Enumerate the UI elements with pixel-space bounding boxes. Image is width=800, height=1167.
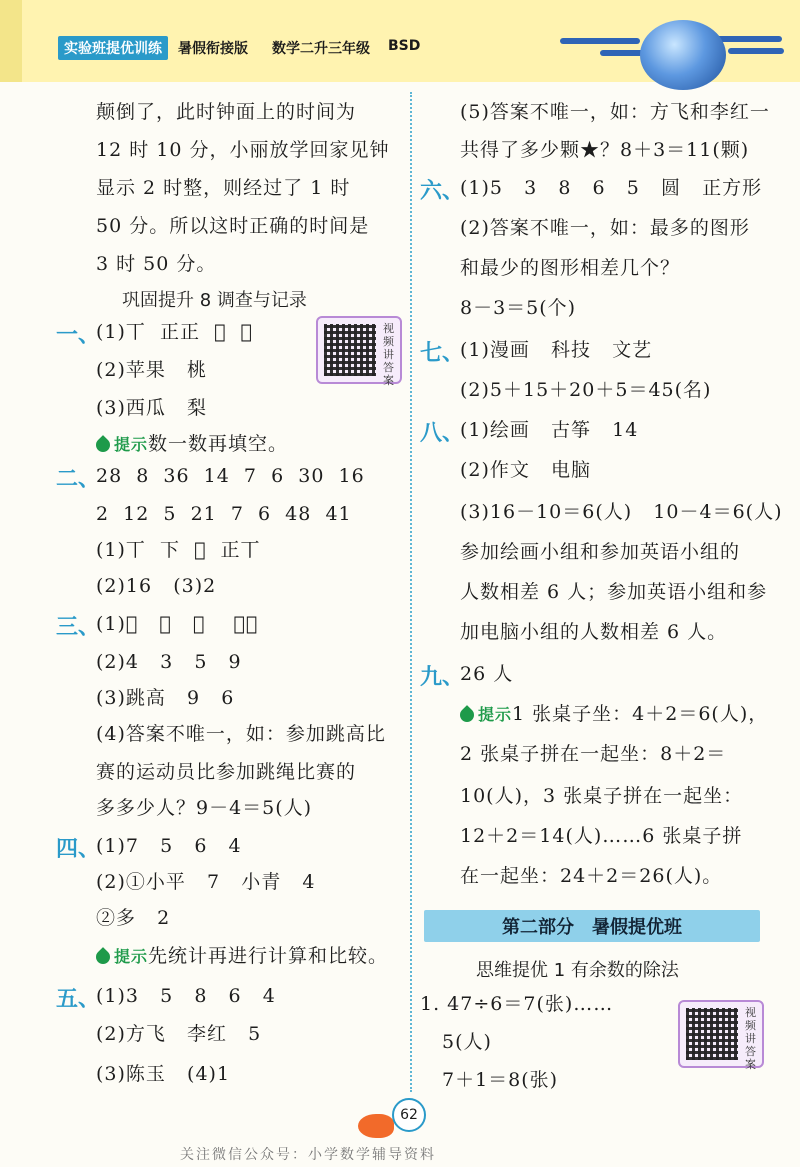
banner-title: 暑假提优班 bbox=[592, 917, 682, 938]
intro-line: 显示 2 时整，则经过了 1 时 bbox=[96, 177, 351, 199]
tip-line bbox=[460, 702, 768, 727]
video-qr-code[interactable] bbox=[678, 1000, 764, 1071]
answer-line: (1)𠄠 下 正 正𠄠 bbox=[96, 613, 259, 635]
tip-label: 提示 bbox=[114, 435, 149, 454]
answer-line: (1)丅 下 𠄠 正丅 bbox=[96, 539, 261, 561]
submarine-icon bbox=[358, 1114, 394, 1138]
question-number: 五、 bbox=[56, 987, 101, 1012]
footer-text: 关注微信公众号：小学数学辅导资料 bbox=[180, 1147, 436, 1163]
answer-line: (2)答案不唯一，如：最多的图形 bbox=[460, 217, 750, 239]
answer-line: 8－3＝5(个) bbox=[460, 297, 577, 319]
page-header bbox=[0, 0, 800, 82]
answer-line: (4)答案不唯一，如：参加跳高比 bbox=[96, 723, 386, 745]
edition-label: 暑假衔接版 bbox=[178, 41, 248, 57]
answer-line: (3)跳高 9 6 bbox=[96, 687, 235, 709]
qr-code-icon bbox=[686, 1008, 738, 1060]
answer-line: 7＋1＝8(张) bbox=[442, 1069, 559, 1091]
section-title-right: 思维提优 1 有余数的除法 bbox=[476, 960, 679, 981]
tip-text: 1 张桌子坐：4＋2＝6(人)， bbox=[512, 703, 769, 725]
part-banner bbox=[424, 910, 760, 942]
tip-text: 2 张桌子拼在一起坐：8＋2＝ bbox=[460, 743, 727, 765]
answer-line: 和最少的图形相差几个？ bbox=[460, 257, 681, 279]
video-qr-code[interactable] bbox=[316, 316, 402, 387]
page-number: 62 bbox=[392, 1098, 426, 1132]
answer-line: (2)①小平 7 小青 4 bbox=[96, 871, 316, 893]
banner-part: 第二部分 bbox=[502, 917, 574, 938]
answer-line: ②多 2 bbox=[96, 907, 171, 929]
qr-label: 视频讲答案 bbox=[383, 322, 394, 387]
answer-line: 参加绘画小组和参加英语小组的 bbox=[460, 541, 741, 563]
answer-line: 2 12 5 21 7 6 48 41 bbox=[96, 503, 352, 525]
answer-line: (1)7 5 6 4 bbox=[96, 835, 242, 857]
question-number: 二、 bbox=[56, 467, 101, 492]
tip-text: 12＋2＝14(人)……6 张桌子拼 bbox=[460, 825, 743, 847]
question-number: 六、 bbox=[420, 179, 465, 204]
answer-line: 5(人) bbox=[442, 1031, 492, 1053]
decor-stripe bbox=[728, 48, 784, 54]
question-number: 七、 bbox=[420, 341, 465, 366]
question-number: 九、 bbox=[420, 665, 465, 690]
intro-line: 颠倒了，此时钟面上的时间为 bbox=[96, 101, 357, 123]
qr-code-icon bbox=[324, 324, 376, 376]
answer-line: 多多少人？9－4＝5(人) bbox=[96, 797, 313, 819]
answer-line: (1)绘画 古筝 14 bbox=[460, 419, 639, 441]
answer-line: (2)16 (3)2 bbox=[96, 575, 217, 597]
question-number: 八、 bbox=[420, 421, 465, 446]
planet-illustration bbox=[640, 20, 726, 90]
intro-line: 3 时 50 分。 bbox=[96, 253, 217, 275]
tip-icon bbox=[93, 947, 113, 967]
tip-line bbox=[96, 432, 288, 457]
header-edge bbox=[0, 0, 22, 82]
answer-line: (2)方飞 李红 5 bbox=[96, 1023, 262, 1045]
question-number: 三、 bbox=[56, 615, 101, 640]
tip-text: 先统计再进行计算和比较。 bbox=[148, 945, 389, 967]
question-number: 一、 bbox=[56, 323, 101, 348]
tip-line bbox=[96, 944, 388, 969]
answer-line: 赛的运动员比参加跳绳比赛的 bbox=[96, 761, 357, 783]
tip-icon bbox=[457, 705, 477, 725]
answer-line: (5)答案不唯一，如：方飞和李红一 bbox=[460, 101, 770, 123]
answer-line: (2)4 3 5 9 bbox=[96, 651, 242, 673]
answer-line: 人数相差 6 人；参加英语小组和参 bbox=[460, 581, 768, 603]
answer-line: 加电脑小组的人数相差 6 人。 bbox=[460, 621, 728, 643]
answer-line: (1)丅 正正 𠄠 𠄠 bbox=[96, 321, 253, 343]
tip-text: 在一起坐：24＋2＝26(人)。 bbox=[460, 865, 723, 887]
tip-label: 提示 bbox=[478, 705, 513, 724]
intro-line: 12 时 10 分，小丽放学回家见钟 bbox=[96, 139, 390, 161]
question-number: 四、 bbox=[56, 837, 101, 862]
decor-stripe bbox=[560, 38, 640, 44]
series-tag: 实验班提优训练 bbox=[58, 36, 168, 60]
answer-line: (1)漫画 科技 文艺 bbox=[460, 339, 653, 361]
answer-line: (3)陈玉 (4)1 bbox=[96, 1063, 231, 1085]
answer-line: 28 8 36 14 7 6 30 16 bbox=[96, 465, 365, 487]
answer-line: (1)5 3 8 6 5 圆 正方形 bbox=[460, 177, 763, 199]
qr-label: 视频讲答案 bbox=[745, 1006, 756, 1071]
answer-line: (3)西瓜 梨 bbox=[96, 397, 208, 419]
tip-text: 10(人)，3 张桌子拼在一起坐： bbox=[460, 785, 744, 807]
section-title-left: 巩固提升 8 调查与记录 bbox=[122, 290, 307, 311]
answer-line: (3)16－10＝6(人) 10－4＝6(人) bbox=[460, 501, 783, 523]
tip-icon bbox=[93, 435, 113, 455]
answer-line: 共得了多少颗★？8＋3＝11(颗) bbox=[460, 139, 750, 161]
answer-line: (1)3 5 8 6 4 bbox=[96, 985, 276, 1007]
column-divider bbox=[410, 92, 412, 1092]
answer-line: (2)苹果 桃 bbox=[96, 359, 208, 381]
subject-label: 数学二升三年级 bbox=[272, 41, 370, 57]
answer-line: (2)5＋15＋20＋5＝45(名) bbox=[460, 379, 712, 401]
version-label: BSD bbox=[388, 38, 421, 54]
answer-line: 1. 47÷6＝7(张)…… bbox=[420, 993, 614, 1015]
intro-line: 50 分。所以这时正确的时间是 bbox=[96, 215, 370, 237]
tip-label: 提示 bbox=[114, 947, 149, 966]
tip-text: 数一数再填空。 bbox=[148, 433, 289, 455]
answer-line: (2)作文 电脑 bbox=[460, 459, 592, 481]
answer-line: 26 人 bbox=[460, 663, 514, 685]
